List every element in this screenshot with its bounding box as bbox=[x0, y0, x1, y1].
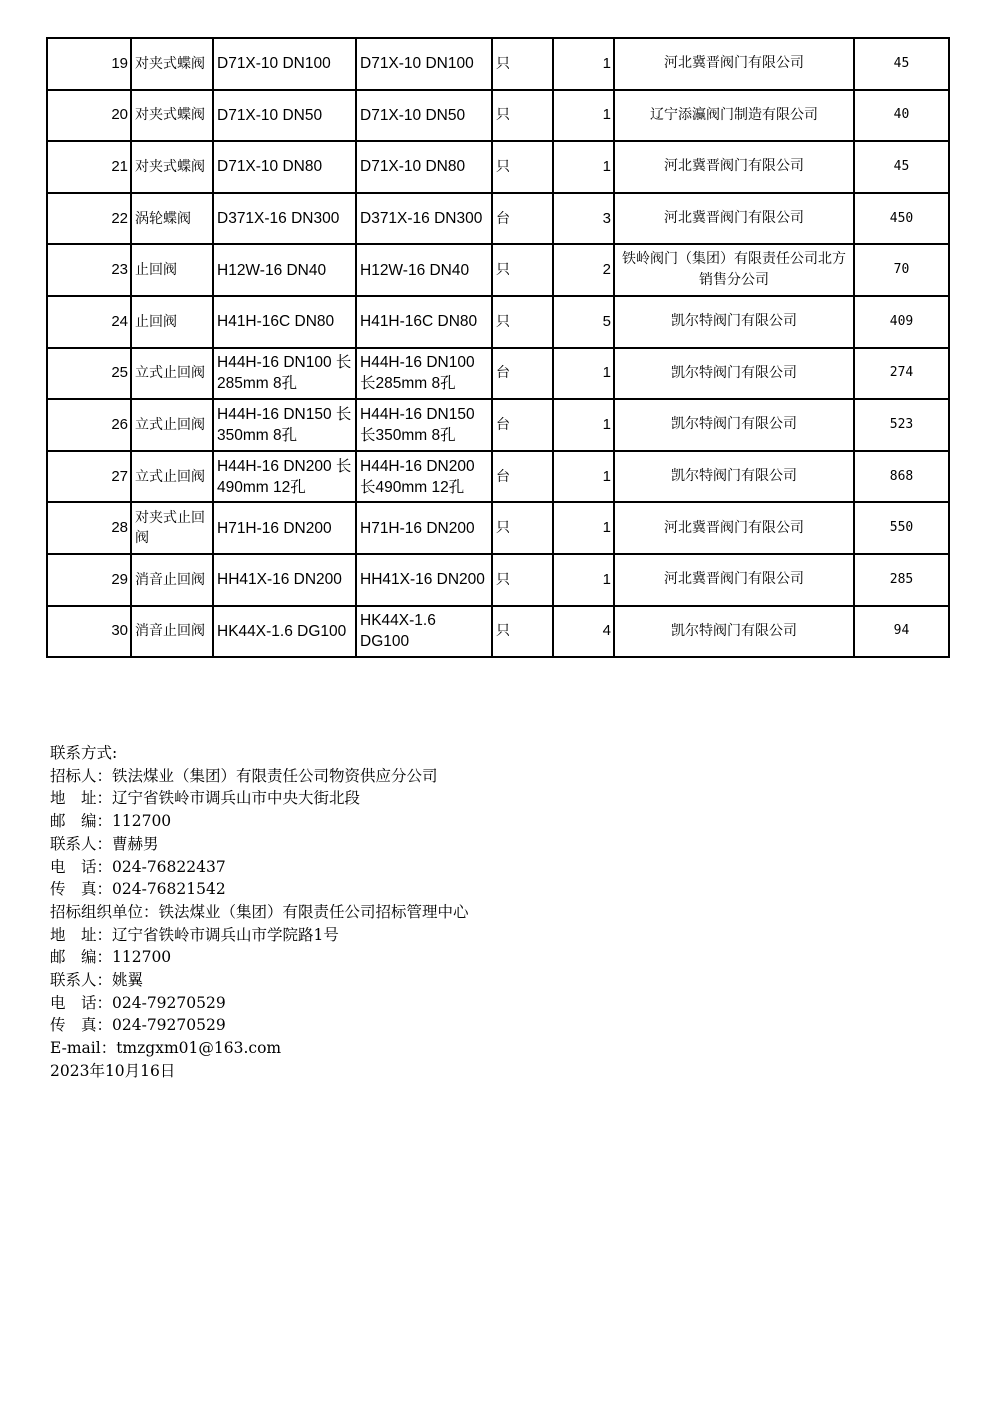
manufacturer-cell: 辽宁添灜阀门制造有限公司 bbox=[614, 90, 854, 142]
quantity-cell: 1 bbox=[553, 554, 614, 606]
unit-price-cell: 409 bbox=[854, 296, 949, 348]
manufacturer-cell: 河北冀晋阀门有限公司 bbox=[614, 38, 854, 90]
contact-line: 传 真：024-76821542 bbox=[50, 880, 226, 899]
table-row bbox=[47, 348, 949, 400]
contact-line: 邮 编：112700 bbox=[50, 948, 172, 967]
offer-model-cell: HK44X-1.6 DG100 bbox=[356, 606, 492, 658]
manufacturer-cell: 河北冀晋阀门有限公司 bbox=[614, 193, 854, 245]
spec-model-cell: HK44X-1.6 DG100 bbox=[213, 606, 356, 658]
unit-cell: 台 bbox=[492, 348, 553, 400]
contact-line: 联系人：姚翼 bbox=[50, 971, 144, 990]
manufacturer-cell: 河北冀晋阀门有限公司 bbox=[614, 141, 854, 193]
offer-model-cell: D71X-10 DN100 bbox=[356, 38, 492, 90]
unit-cell: 只 bbox=[492, 296, 553, 348]
row-number-cell: 25 bbox=[47, 348, 131, 400]
contact-info bbox=[50, 742, 469, 1083]
quantity-cell: 5 bbox=[553, 296, 614, 348]
table-row bbox=[47, 38, 949, 90]
offer-model-cell: H44H-16 DN150 长350mm 8孔 bbox=[356, 399, 492, 451]
offer-model-cell: H44H-16 DN100 长285mm 8孔 bbox=[356, 348, 492, 400]
manufacturer-cell: 凯尔特阀门有限公司 bbox=[614, 606, 854, 658]
unit-cell: 只 bbox=[492, 554, 553, 606]
unit-price-cell: 94 bbox=[854, 606, 949, 658]
spec-model-cell: H44H-16 DN150 长350mm 8孔 bbox=[213, 399, 356, 451]
offer-model-cell: HH41X-16 DN200 bbox=[356, 554, 492, 606]
contact-line: 地 址：辽宁省铁岭市调兵山市中央大街北段 bbox=[50, 789, 361, 808]
unit-price-cell: 70 bbox=[854, 244, 949, 296]
row-number-cell: 19 bbox=[47, 38, 131, 90]
unit-price-cell: 285 bbox=[854, 554, 949, 606]
unit-price-cell: 274 bbox=[854, 348, 949, 400]
contact-line: 2023年10月16日 bbox=[50, 1061, 176, 1080]
item-name-cell: 止回阀 bbox=[131, 244, 213, 296]
contact-line: 招标组织单位：铁法煤业（集团）有限责任公司招标管理中心 bbox=[50, 902, 469, 921]
spec-model-cell: D371X-16 DN300 bbox=[213, 193, 356, 245]
item-name-cell: 对夹式蝶阀 bbox=[131, 38, 213, 90]
offer-model-cell: D71X-10 DN80 bbox=[356, 141, 492, 193]
spec-model-cell: H44H-16 DN100 长285mm 8孔 bbox=[213, 348, 356, 400]
row-number-cell: 21 bbox=[47, 141, 131, 193]
manufacturer-cell: 凯尔特阀门有限公司 bbox=[614, 451, 854, 503]
quantity-cell: 4 bbox=[553, 606, 614, 658]
row-number-cell: 22 bbox=[47, 193, 131, 245]
item-name-cell: 对夹式蝶阀 bbox=[131, 90, 213, 142]
table-row bbox=[47, 399, 949, 451]
item-name-cell: 消音止回阀 bbox=[131, 606, 213, 658]
item-name-cell: 对夹式蝶阀 bbox=[131, 141, 213, 193]
unit-price-cell: 868 bbox=[854, 451, 949, 503]
contact-line: 电 话：024-79270529 bbox=[50, 993, 226, 1012]
unit-cell: 只 bbox=[492, 244, 553, 296]
offer-model-cell: H71H-16 DN200 bbox=[356, 502, 492, 554]
item-name-cell: 立式止回阀 bbox=[131, 399, 213, 451]
table-body bbox=[47, 38, 949, 657]
table-row bbox=[47, 244, 949, 296]
row-number-cell: 20 bbox=[47, 90, 131, 142]
row-number-cell: 23 bbox=[47, 244, 131, 296]
unit-cell: 只 bbox=[492, 502, 553, 554]
unit-price-cell: 550 bbox=[854, 502, 949, 554]
item-name-cell: 立式止回阀 bbox=[131, 348, 213, 400]
offer-model-cell: H44H-16 DN200 长490mm 12孔 bbox=[356, 451, 492, 503]
manufacturer-cell: 凯尔特阀门有限公司 bbox=[614, 348, 854, 400]
quantity-cell: 1 bbox=[553, 141, 614, 193]
table-row bbox=[47, 502, 949, 554]
unit-cell: 只 bbox=[492, 90, 553, 142]
manufacturer-cell: 铁岭阀门（集团）有限责任公司北方销售分公司 bbox=[614, 244, 854, 296]
unit-price-cell: 40 bbox=[854, 90, 949, 142]
row-number-cell: 26 bbox=[47, 399, 131, 451]
item-name-cell: 对夹式止回阀 bbox=[131, 502, 213, 554]
table-row bbox=[47, 554, 949, 606]
table-row bbox=[47, 296, 949, 348]
unit-price-cell: 45 bbox=[854, 141, 949, 193]
quantity-cell: 1 bbox=[553, 38, 614, 90]
unit-price-cell: 450 bbox=[854, 193, 949, 245]
row-number-cell: 27 bbox=[47, 451, 131, 503]
row-number-cell: 29 bbox=[47, 554, 131, 606]
offer-model-cell: D71X-10 DN50 bbox=[356, 90, 492, 142]
materials-table bbox=[46, 37, 950, 658]
item-name-cell: 止回阀 bbox=[131, 296, 213, 348]
unit-cell: 只 bbox=[492, 38, 553, 90]
contact-line: 联系人：曹赫男 bbox=[50, 834, 159, 853]
unit-cell: 台 bbox=[492, 399, 553, 451]
quantity-cell: 1 bbox=[553, 502, 614, 554]
quantity-cell: 1 bbox=[553, 90, 614, 142]
spec-model-cell: H12W-16 DN40 bbox=[213, 244, 356, 296]
unit-cell: 台 bbox=[492, 193, 553, 245]
offer-model-cell: D371X-16 DN300 bbox=[356, 193, 492, 245]
unit-cell: 只 bbox=[492, 141, 553, 193]
manufacturer-cell: 凯尔特阀门有限公司 bbox=[614, 399, 854, 451]
contact-line: E-mail：tmzgxm01@163.com bbox=[50, 1039, 282, 1058]
contact-line: 联系方式: bbox=[50, 744, 118, 762]
table-row bbox=[47, 606, 949, 658]
manufacturer-cell: 河北冀晋阀门有限公司 bbox=[614, 502, 854, 554]
quantity-cell: 1 bbox=[553, 399, 614, 451]
table-row bbox=[47, 141, 949, 193]
quantity-cell: 1 bbox=[553, 348, 614, 400]
item-name-cell: 涡轮蝶阀 bbox=[131, 193, 213, 245]
quantity-cell: 2 bbox=[553, 244, 614, 296]
offer-model-cell: H41H-16C DN80 bbox=[356, 296, 492, 348]
contact-line: 电 话：024-76822437 bbox=[50, 857, 226, 876]
spec-model-cell: D71X-10 DN50 bbox=[213, 90, 356, 142]
spec-model-cell: H44H-16 DN200 长490mm 12孔 bbox=[213, 451, 356, 503]
table-row bbox=[47, 451, 949, 503]
table-row bbox=[47, 90, 949, 142]
item-name-cell: 消音止回阀 bbox=[131, 554, 213, 606]
spec-model-cell: H71H-16 DN200 bbox=[213, 502, 356, 554]
manufacturer-cell: 河北冀晋阀门有限公司 bbox=[614, 554, 854, 606]
unit-price-cell: 45 bbox=[854, 38, 949, 90]
quantity-cell: 3 bbox=[553, 193, 614, 245]
table-row bbox=[47, 193, 949, 245]
spec-model-cell: H41H-16C DN80 bbox=[213, 296, 356, 348]
manufacturer-cell: 凯尔特阀门有限公司 bbox=[614, 296, 854, 348]
unit-price-cell: 523 bbox=[854, 399, 949, 451]
row-number-cell: 28 bbox=[47, 502, 131, 554]
spec-model-cell: HH41X-16 DN200 bbox=[213, 554, 356, 606]
contact-line: 传 真：024-79270529 bbox=[50, 1016, 226, 1035]
row-number-cell: 30 bbox=[47, 606, 131, 658]
contact-line: 邮 编：112700 bbox=[50, 812, 172, 831]
offer-model-cell: H12W-16 DN40 bbox=[356, 244, 492, 296]
item-name-cell: 立式止回阀 bbox=[131, 451, 213, 503]
contact-line: 招标人：铁法煤业（集团）有限责任公司物资供应分公司 bbox=[50, 766, 438, 785]
spec-model-cell: D71X-10 DN100 bbox=[213, 38, 356, 90]
unit-cell: 台 bbox=[492, 451, 553, 503]
row-number-cell: 24 bbox=[47, 296, 131, 348]
quantity-cell: 1 bbox=[553, 451, 614, 503]
contact-line: 地 址：辽宁省铁岭市调兵山市学院路1号 bbox=[50, 925, 339, 944]
spec-model-cell: D71X-10 DN80 bbox=[213, 141, 356, 193]
unit-cell: 只 bbox=[492, 606, 553, 658]
